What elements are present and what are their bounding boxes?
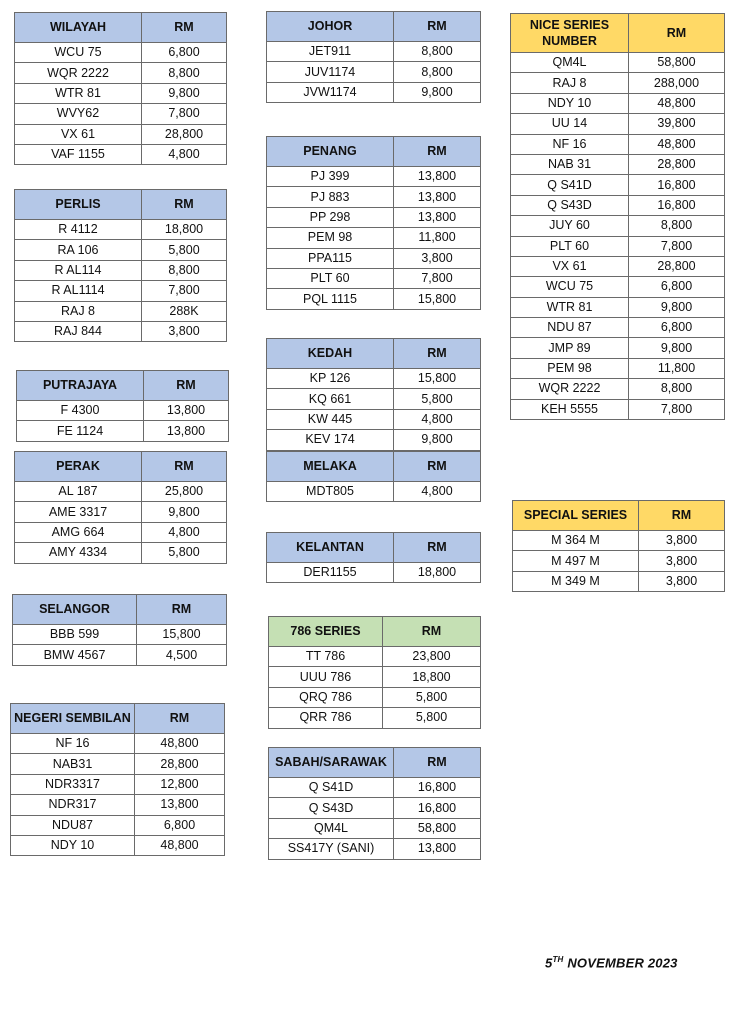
price-value: 4,500 xyxy=(137,645,227,665)
price-value: 6,800 xyxy=(629,277,725,297)
price-value: 3,800 xyxy=(639,531,725,551)
plate-number: Q S41D xyxy=(269,778,394,798)
plate-number: RAJ 844 xyxy=(15,321,142,341)
table-row xyxy=(511,93,725,113)
plate-number: KQ 661 xyxy=(267,389,394,409)
table-row xyxy=(511,154,725,174)
table-row xyxy=(17,401,229,421)
price-header: RM xyxy=(394,452,481,482)
table-body xyxy=(15,482,227,564)
table-title: KELANTAN xyxy=(267,533,394,563)
price-value: 58,800 xyxy=(629,53,725,73)
price-value: 15,800 xyxy=(394,369,481,389)
price-value: 9,800 xyxy=(394,82,481,102)
table-title: PERAK xyxy=(15,452,142,482)
table-row xyxy=(15,220,227,240)
price-value: 3,800 xyxy=(639,551,725,571)
table-row xyxy=(267,268,481,288)
plate-number: F 4300 xyxy=(17,401,144,421)
plate-number: SS417Y (SANI) xyxy=(269,839,394,859)
plate-number: NAB 31 xyxy=(511,154,629,174)
table-row xyxy=(267,207,481,227)
table-body xyxy=(269,647,481,729)
price-value: 7,800 xyxy=(629,236,725,256)
price-header: RM xyxy=(137,595,227,625)
table-row xyxy=(15,281,227,301)
plate-number: PPA115 xyxy=(267,248,394,268)
table-row xyxy=(511,195,725,215)
date-day: 5 xyxy=(545,955,553,971)
price-value: 13,800 xyxy=(135,795,225,815)
plate-number: R AL114 xyxy=(15,260,142,280)
price-value: 5,800 xyxy=(142,543,227,563)
plate-number: RA 106 xyxy=(15,240,142,260)
plate-number: WVY62 xyxy=(15,104,142,124)
plate-number: WCU 75 xyxy=(15,43,142,63)
table-title: SELANGOR xyxy=(13,595,137,625)
price-value: 15,800 xyxy=(137,625,227,645)
table-title: PENANG xyxy=(267,137,394,167)
plate-number: PQL 1115 xyxy=(267,289,394,309)
table-row xyxy=(267,482,481,502)
price-value: 18,800 xyxy=(383,667,481,687)
price-value: 16,800 xyxy=(394,778,481,798)
table-body xyxy=(513,531,725,592)
price-header: RM xyxy=(394,137,481,167)
price-value: 8,800 xyxy=(394,62,481,82)
table-row xyxy=(269,708,481,728)
price-value: 288,000 xyxy=(629,73,725,93)
plate-number: BMW 4567 xyxy=(13,645,137,665)
plate-number: KEH 5555 xyxy=(511,399,629,419)
plate-number: NDU 87 xyxy=(511,318,629,338)
price-value: 7,800 xyxy=(629,399,725,419)
table-body xyxy=(13,625,227,666)
plate-number: QRR 786 xyxy=(269,708,383,728)
price-value: 13,800 xyxy=(394,167,481,187)
plate-number: JVW1174 xyxy=(267,82,394,102)
table-nice-series xyxy=(510,13,725,420)
plate-number: WQR 2222 xyxy=(511,379,629,399)
plate-number: NDR317 xyxy=(11,795,135,815)
table-row xyxy=(511,236,725,256)
plate-number: JMP 89 xyxy=(511,338,629,358)
table-row xyxy=(511,114,725,134)
plate-number: RAJ 8 xyxy=(15,301,142,321)
plate-number: NF 16 xyxy=(511,134,629,154)
price-value: 25,800 xyxy=(142,482,227,502)
plate-number: R AL1114 xyxy=(15,281,142,301)
plate-number: KP 126 xyxy=(267,369,394,389)
price-value: 9,800 xyxy=(394,430,481,450)
table-row xyxy=(511,175,725,195)
table-row xyxy=(11,754,225,774)
plate-number: KEV 174 xyxy=(267,430,394,450)
plate-number: QM4L xyxy=(269,818,394,838)
price-value: 18,800 xyxy=(394,563,481,583)
price-value: 4,800 xyxy=(142,144,227,164)
price-value: 8,800 xyxy=(629,379,725,399)
table-786-series xyxy=(268,616,481,729)
table-row xyxy=(511,399,725,419)
table-perlis xyxy=(14,189,227,342)
table-title: JOHOR xyxy=(267,12,394,42)
plate-number: DER1155 xyxy=(267,563,394,583)
table-johor xyxy=(266,11,481,103)
plate-number: JUV1174 xyxy=(267,62,394,82)
table-row xyxy=(267,228,481,248)
price-value: 58,800 xyxy=(394,818,481,838)
plate-number: NDU87 xyxy=(11,815,135,835)
table-row xyxy=(511,53,725,73)
table-body xyxy=(267,42,481,103)
plate-number: AL 187 xyxy=(15,482,142,502)
table-row xyxy=(17,421,229,441)
table-row xyxy=(267,248,481,268)
table-body xyxy=(267,167,481,310)
table-row xyxy=(513,551,725,571)
table-row xyxy=(11,774,225,794)
table-row xyxy=(511,318,725,338)
table-row xyxy=(269,687,481,707)
price-value: 48,800 xyxy=(135,734,225,754)
table-row xyxy=(15,144,227,164)
table-body xyxy=(17,401,229,442)
table-row xyxy=(513,571,725,591)
table-row xyxy=(267,409,481,429)
plate-number: PLT 60 xyxy=(511,236,629,256)
table-row xyxy=(15,502,227,522)
table-row xyxy=(267,430,481,450)
price-value: 7,800 xyxy=(142,281,227,301)
price-header: RM xyxy=(135,704,225,734)
price-value: 12,800 xyxy=(135,774,225,794)
table-row xyxy=(267,563,481,583)
table-row xyxy=(269,778,481,798)
table-body xyxy=(511,53,725,420)
table-row xyxy=(267,167,481,187)
table-row xyxy=(11,795,225,815)
price-value: 7,800 xyxy=(394,268,481,288)
table-selangor xyxy=(12,594,227,666)
price-value: 48,800 xyxy=(629,134,725,154)
table-row xyxy=(267,289,481,309)
price-header: RM xyxy=(639,501,725,531)
table-row xyxy=(15,43,227,63)
price-value: 16,800 xyxy=(629,175,725,195)
price-value: 3,800 xyxy=(639,571,725,591)
price-value: 48,800 xyxy=(629,93,725,113)
plate-number: VX 61 xyxy=(511,256,629,276)
table-row xyxy=(11,835,225,855)
table-row xyxy=(15,522,227,542)
table-title: PERLIS xyxy=(15,190,142,220)
plate-number: NAB31 xyxy=(11,754,135,774)
table-row xyxy=(269,839,481,859)
price-value: 5,800 xyxy=(383,687,481,707)
price-value: 13,800 xyxy=(394,839,481,859)
table-row xyxy=(267,187,481,207)
price-header: RM xyxy=(394,339,481,369)
plate-number: NDR3317 xyxy=(11,774,135,794)
price-value: 13,800 xyxy=(394,207,481,227)
table-title: NEGERI SEMBILAN xyxy=(11,704,135,734)
price-value: 16,800 xyxy=(394,798,481,818)
table-row xyxy=(15,301,227,321)
date-rest: NOVEMBER 2023 xyxy=(563,955,678,971)
table-kelantan xyxy=(266,532,481,583)
table-title: SPECIAL SERIES xyxy=(513,501,639,531)
price-value: 28,800 xyxy=(629,154,725,174)
table-row xyxy=(267,389,481,409)
plate-number: PEM 98 xyxy=(267,228,394,248)
price-value: 4,800 xyxy=(394,409,481,429)
table-row xyxy=(267,62,481,82)
table-body xyxy=(15,43,227,165)
plate-number: PP 298 xyxy=(267,207,394,227)
plate-number: QRQ 786 xyxy=(269,687,383,707)
plate-number: JET911 xyxy=(267,42,394,62)
table-body xyxy=(267,482,481,502)
price-value: 8,800 xyxy=(394,42,481,62)
plate-number: NDY 10 xyxy=(511,93,629,113)
price-value: 8,800 xyxy=(629,216,725,236)
price-value: 4,800 xyxy=(394,482,481,502)
plate-number: PJ 883 xyxy=(267,187,394,207)
plate-number: BBB 599 xyxy=(13,625,137,645)
table-title: WILAYAH xyxy=(15,13,142,43)
plate-number: R 4112 xyxy=(15,220,142,240)
price-value: 9,800 xyxy=(142,83,227,103)
table-title: KEDAH xyxy=(267,339,394,369)
price-header: RM xyxy=(144,371,229,401)
table-body xyxy=(267,563,481,583)
price-value: 5,800 xyxy=(383,708,481,728)
table-title: 786 SERIES xyxy=(269,617,383,647)
plate-number: AMY 4334 xyxy=(15,543,142,563)
price-value: 18,800 xyxy=(142,220,227,240)
table-row xyxy=(11,815,225,835)
price-value: 23,800 xyxy=(383,647,481,667)
table-negeri-sembilan xyxy=(10,703,225,856)
price-value: 15,800 xyxy=(394,289,481,309)
table-wilayah xyxy=(14,12,227,165)
table-putrajaya xyxy=(16,370,229,442)
price-value: 28,800 xyxy=(629,256,725,276)
plate-number: WCU 75 xyxy=(511,277,629,297)
table-body xyxy=(267,369,481,451)
price-value: 4,800 xyxy=(142,522,227,542)
price-value: 8,800 xyxy=(142,63,227,83)
plate-number: FE 1124 xyxy=(17,421,144,441)
table-title: MELAKA xyxy=(267,452,394,482)
price-header: RM xyxy=(629,14,725,53)
table-row xyxy=(15,260,227,280)
table-row xyxy=(15,63,227,83)
plate-number: Q S43D xyxy=(269,798,394,818)
table-row xyxy=(267,82,481,102)
price-header: RM xyxy=(394,12,481,42)
table-row xyxy=(15,543,227,563)
price-header: RM xyxy=(142,13,227,43)
plate-number: UUU 786 xyxy=(269,667,383,687)
price-header: RM xyxy=(383,617,481,647)
table-sabah-sarawak xyxy=(268,747,481,860)
price-value: 11,800 xyxy=(394,228,481,248)
price-value: 9,800 xyxy=(142,502,227,522)
plate-number: M 364 M xyxy=(513,531,639,551)
table-row xyxy=(269,818,481,838)
plate-number: PJ 399 xyxy=(267,167,394,187)
table-melaka xyxy=(266,451,481,502)
price-value: 3,800 xyxy=(394,248,481,268)
table-body xyxy=(11,734,225,856)
table-row xyxy=(15,321,227,341)
table-body xyxy=(269,778,481,860)
price-value: 6,800 xyxy=(135,815,225,835)
plate-number: UU 14 xyxy=(511,114,629,134)
table-row xyxy=(15,83,227,103)
price-value: 16,800 xyxy=(629,195,725,215)
table-row xyxy=(15,482,227,502)
price-value: 13,800 xyxy=(144,401,229,421)
price-header: RM xyxy=(394,748,481,778)
table-row xyxy=(511,73,725,93)
plate-number: NF 16 xyxy=(11,734,135,754)
plate-number: JUY 60 xyxy=(511,216,629,236)
plate-number: AME 3317 xyxy=(15,502,142,522)
plate-number: MDT805 xyxy=(267,482,394,502)
price-value: 9,800 xyxy=(629,297,725,317)
price-value: 13,800 xyxy=(394,187,481,207)
table-row xyxy=(511,256,725,276)
plate-number: M 497 M xyxy=(513,551,639,571)
document-date xyxy=(545,955,678,970)
table-row xyxy=(513,531,725,551)
table-row xyxy=(269,647,481,667)
table-row xyxy=(269,798,481,818)
table-body xyxy=(15,220,227,342)
table-row xyxy=(15,104,227,124)
price-header: RM xyxy=(394,533,481,563)
table-row xyxy=(269,667,481,687)
price-value: 5,800 xyxy=(394,389,481,409)
table-row xyxy=(511,134,725,154)
price-header: RM xyxy=(142,190,227,220)
price-value: 7,800 xyxy=(142,104,227,124)
table-row xyxy=(267,42,481,62)
plate-number: AMG 664 xyxy=(15,522,142,542)
price-value: 3,800 xyxy=(142,321,227,341)
plate-number: Q S43D xyxy=(511,195,629,215)
price-value: 288K xyxy=(142,301,227,321)
plate-number: WTR 81 xyxy=(15,83,142,103)
price-value: 6,800 xyxy=(142,43,227,63)
table-row xyxy=(267,369,481,389)
price-value: 39,800 xyxy=(629,114,725,134)
price-value: 13,800 xyxy=(144,421,229,441)
table-row xyxy=(511,216,725,236)
plate-number: PLT 60 xyxy=(267,268,394,288)
price-header: RM xyxy=(142,452,227,482)
table-row xyxy=(511,297,725,317)
plate-number: PEM 98 xyxy=(511,358,629,378)
price-value: 5,800 xyxy=(142,240,227,260)
plate-number: M 349 M xyxy=(513,571,639,591)
plate-number: NDY 10 xyxy=(11,835,135,855)
price-value: 11,800 xyxy=(629,358,725,378)
table-special-series xyxy=(512,500,725,592)
price-value: 28,800 xyxy=(135,754,225,774)
table-row xyxy=(15,240,227,260)
table-row xyxy=(11,734,225,754)
date-suffix: TH xyxy=(552,955,564,964)
table-row xyxy=(13,625,227,645)
table-row xyxy=(511,277,725,297)
table-row xyxy=(15,124,227,144)
plate-number: KW 445 xyxy=(267,409,394,429)
table-title: NICE SERIES NUMBER xyxy=(511,14,629,53)
plate-number: RAJ 8 xyxy=(511,73,629,93)
plate-number: VAF 1155 xyxy=(15,144,142,164)
plate-number: WQR 2222 xyxy=(15,63,142,83)
table-row xyxy=(511,338,725,358)
price-value: 6,800 xyxy=(629,318,725,338)
table-title: PUTRAJAYA xyxy=(17,371,144,401)
table-row xyxy=(511,379,725,399)
table-penang xyxy=(266,136,481,310)
plate-number: WTR 81 xyxy=(511,297,629,317)
price-value: 28,800 xyxy=(142,124,227,144)
table-title: SABAH/SARAWAK xyxy=(269,748,394,778)
price-value: 48,800 xyxy=(135,835,225,855)
plate-number: QM4L xyxy=(511,53,629,73)
price-value: 8,800 xyxy=(142,260,227,280)
table-row xyxy=(511,358,725,378)
price-value: 9,800 xyxy=(629,338,725,358)
table-kedah xyxy=(266,338,481,451)
plate-number: TT 786 xyxy=(269,647,383,667)
plate-number: Q S41D xyxy=(511,175,629,195)
table-row xyxy=(13,645,227,665)
table-perak xyxy=(14,451,227,564)
plate-number: VX 61 xyxy=(15,124,142,144)
